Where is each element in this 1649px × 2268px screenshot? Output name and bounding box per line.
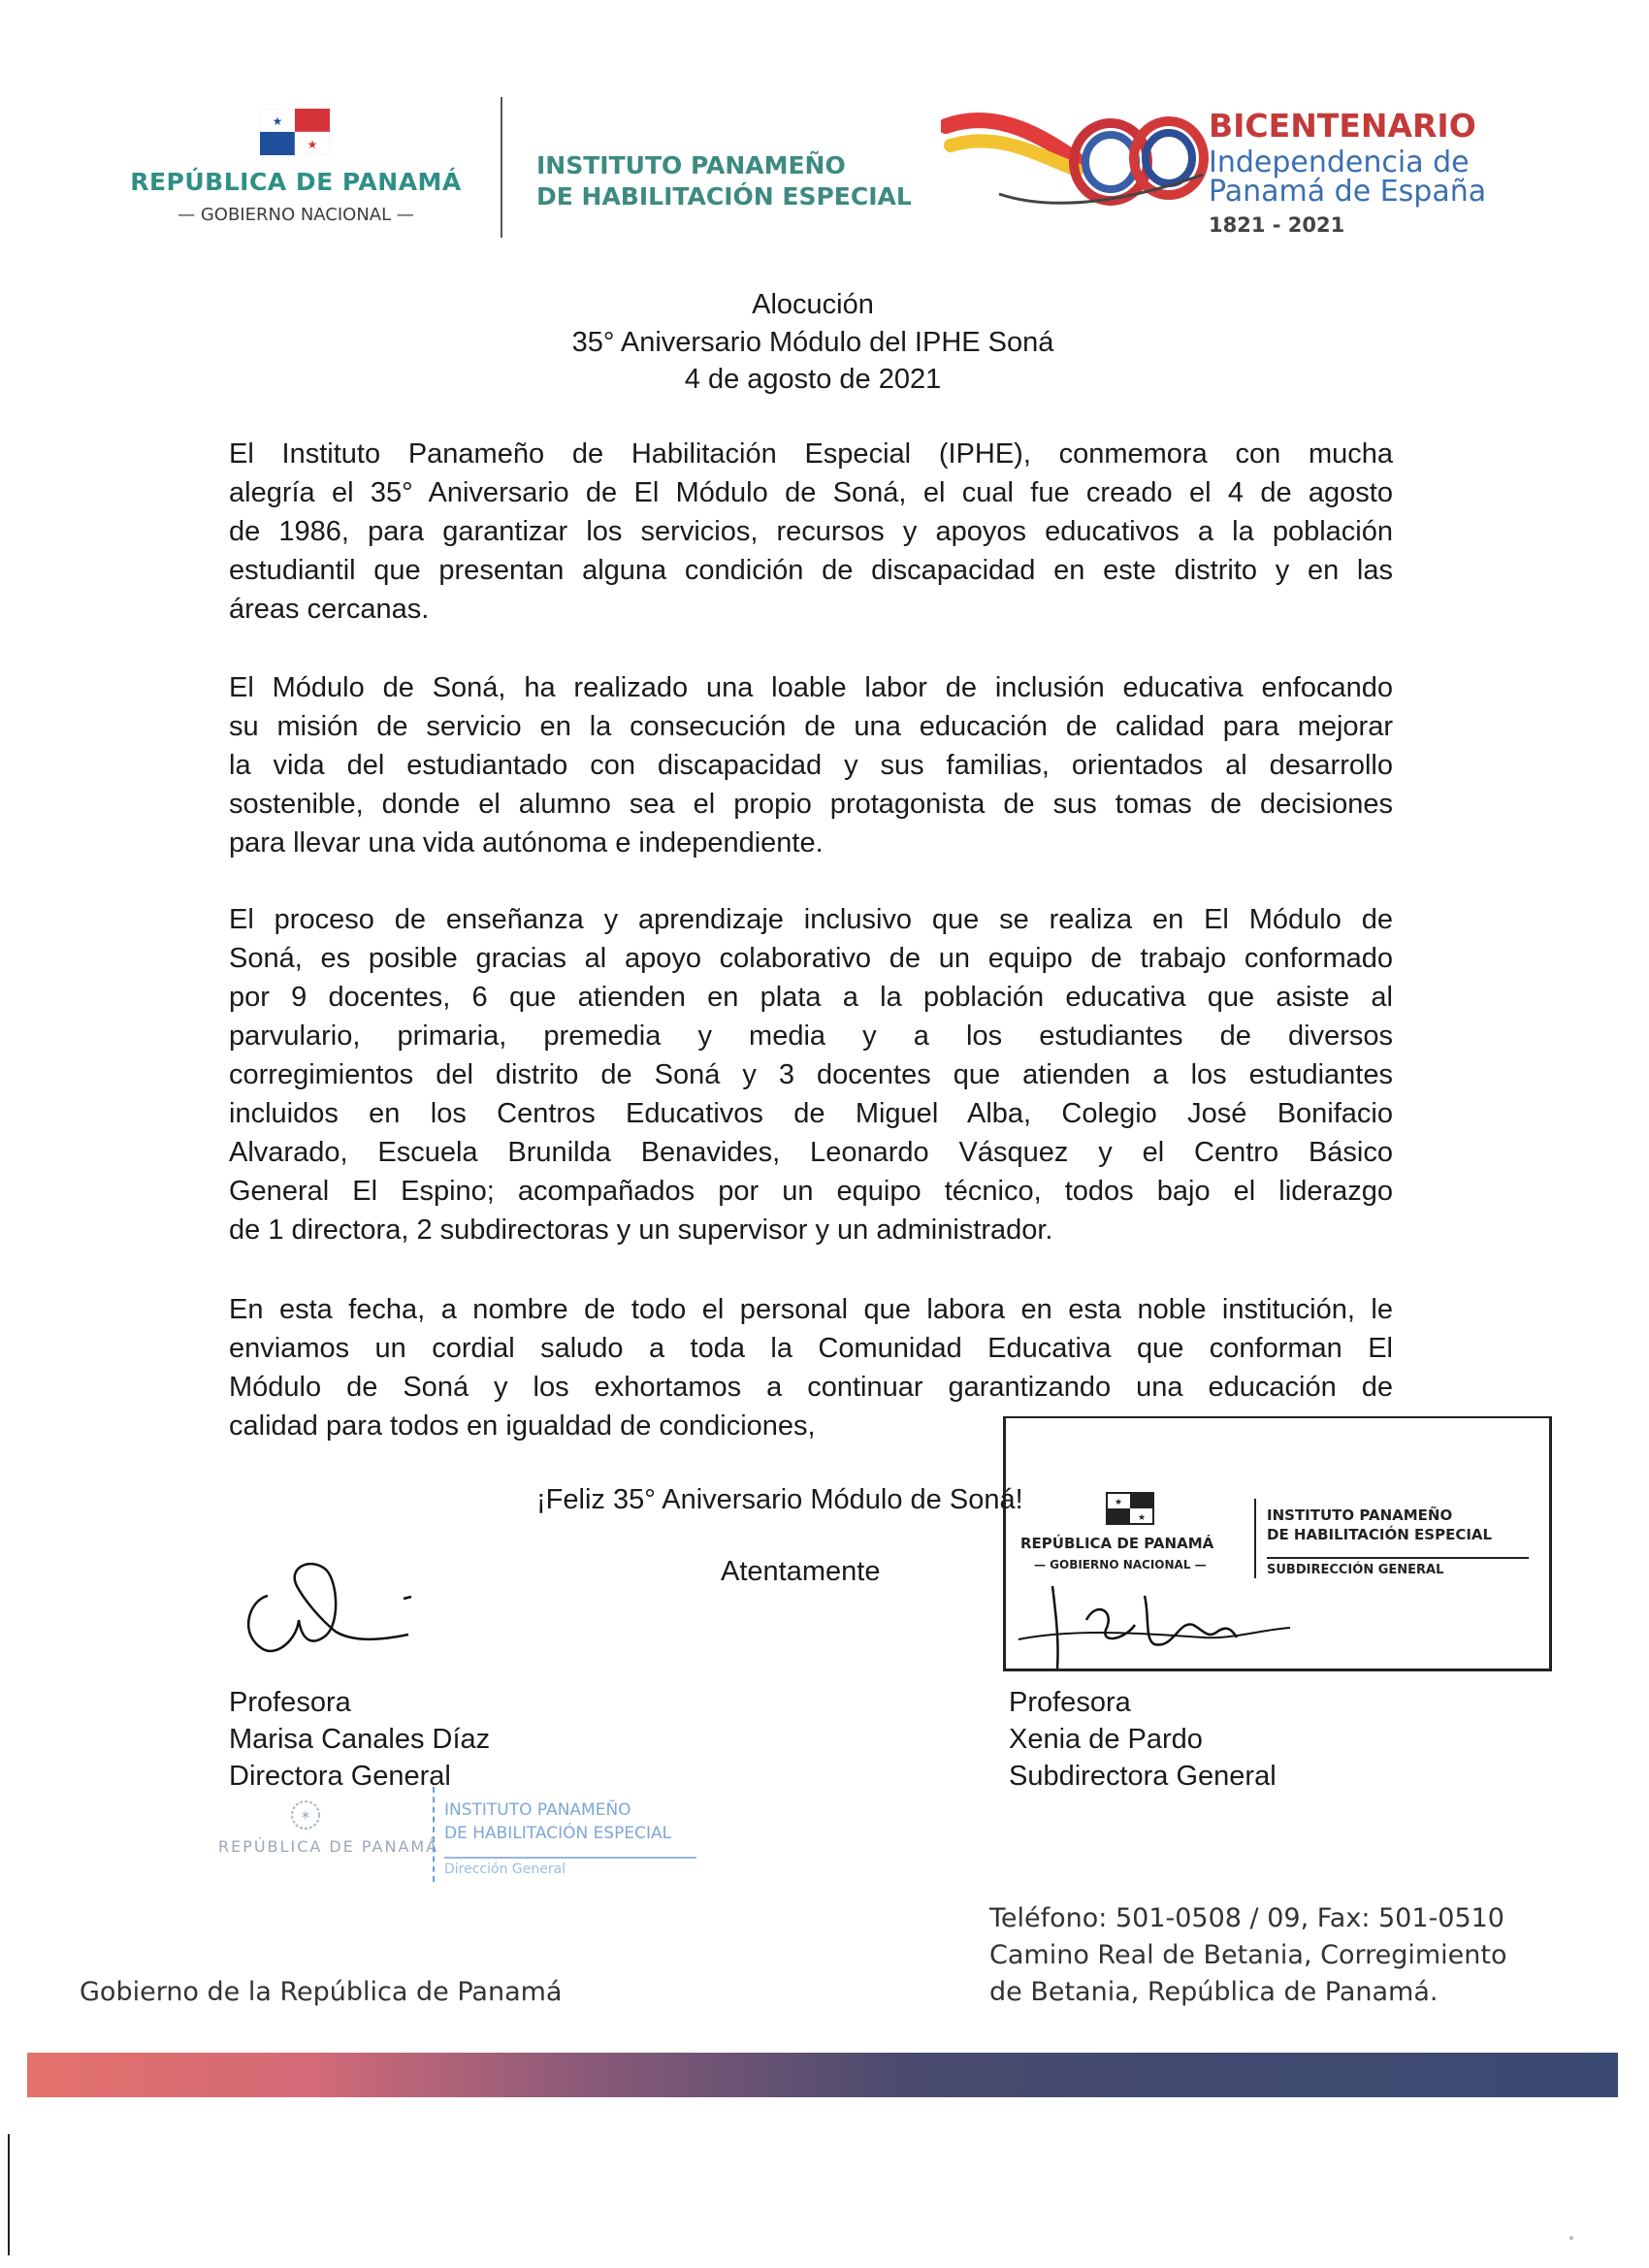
- paragraph-line: áreas cercanas.: [229, 594, 430, 625]
- footer-color-bar: [27, 2053, 1618, 2097]
- paragraph-line: parvulario, primaria, premedia y media y a los estudiantes de diversos: [229, 1021, 1393, 1052]
- doc-subtitle: 35° Aniversario Módulo del IPHE Soná: [571, 327, 1054, 358]
- scan-dot: [1569, 2236, 1573, 2240]
- stamp-divider: [1254, 1499, 1256, 1578]
- panama-flag-icon: [260, 109, 330, 155]
- paragraph-line: sostenible, donde el alumno sea el propio protagonista de sus tomas de decisiones: [229, 789, 1393, 820]
- scan-edge-line: [8, 2134, 10, 2255]
- header-divider: [501, 97, 502, 238]
- paragraph-line: El Instituto Panameño de Habilitación Especial (IPHE), conmemora con mucha: [229, 438, 1393, 470]
- stamp-government: — GOBIERNO NACIONAL —: [1034, 1558, 1207, 1571]
- signature-right-title: Profesora: [1009, 1687, 1131, 1718]
- doc-date: 4 de agosto de 2021: [684, 364, 942, 395]
- stamp-office: SUBDIRECCIÓN GENERAL: [1267, 1557, 1529, 1577]
- paragraph-line: alegría el 35° Aniversario de El Módulo de Soná, el cual fue creado el 4 de agosto: [229, 477, 1393, 508]
- svg-text:★: ★: [272, 114, 283, 128]
- paragraph-line: estudiantil que presentan alguna condición de discapacidad en este distrito y en las: [229, 555, 1393, 586]
- signature-right-role: Subdirectora General: [1009, 1761, 1277, 1792]
- bicentenario-ribbon-logo: [941, 102, 1212, 218]
- svg-text:★: ★: [307, 138, 318, 151]
- paragraph-line: su misión de servicio en la consecución de una educación de calidad para mejorar: [229, 711, 1393, 742]
- footer-phone: Teléfono: 501-0508 / 09, Fax: 501-0510: [989, 1903, 1504, 1933]
- institute-name-line1: INSTITUTO PANAMEÑO: [536, 151, 846, 179]
- faint-stamp-institute-line2: DE HABILITACIÓN ESPECIAL: [444, 1824, 672, 1843]
- paragraph-line: El proceso de enseñanza y aprendizaje inclusivo que se realiza en El Módulo de: [229, 904, 1393, 935]
- paragraph-line: incluidos en los Centros Educativos de Miguel Alba, Colegio José Bonifacio: [229, 1098, 1393, 1129]
- signature-left-name: Marisa Canales Díaz: [229, 1724, 491, 1755]
- paragraph-line: por 9 docentes, 6 que atienden en plata a la población educativa que asiste al: [229, 982, 1393, 1013]
- faint-emblem-icon: [281, 1797, 330, 1833]
- paragraph-3: [229, 900, 1393, 1249]
- paragraph-line: de 1986, para garantizar los servicios, recursos y apoyos educativos a la población: [229, 516, 1393, 547]
- svg-text:★: ★: [1137, 1512, 1147, 1522]
- signature-right-icon: [1009, 1571, 1300, 1678]
- faint-stamp-divider: [433, 1787, 436, 1882]
- republic-title: REPÚBLICA DE PANAMÁ: [130, 168, 462, 196]
- regards: Atentamente: [721, 1556, 881, 1587]
- stamp-institute-line2: DE HABILITACIÓN ESPECIAL: [1267, 1526, 1493, 1543]
- paragraph-line: de 1 directora, 2 subdirectoras y un supervisor y un administrador.: [229, 1215, 1053, 1246]
- paragraph-line: corregimientos del distrito de Soná y 3 docentes que atienden a los estudiantes: [229, 1059, 1393, 1090]
- bicentenario-years: 1821 - 2021: [1209, 213, 1345, 237]
- stamp-republic: REPÚBLICA DE PANAMÁ: [1020, 1535, 1214, 1552]
- signature-right-name: Xenia de Pardo: [1009, 1724, 1203, 1755]
- footer-address-line1: Camino Real de Betania, Corregimiento: [989, 1940, 1507, 1970]
- faint-stamp-republic: REPÚBLICA DE PANAMÁ: [218, 1837, 439, 1856]
- signature-left-role: Directora General: [229, 1761, 451, 1792]
- stamp-flag-icon: [1106, 1492, 1154, 1525]
- faint-stamp-institute-line1: INSTITUTO PANAMEÑO: [444, 1800, 631, 1820]
- stamp-institute-line1: INSTITUTO PANAMEÑO: [1267, 1507, 1453, 1524]
- government-subtitle: — GOBIERNO NACIONAL —: [178, 205, 414, 225]
- faint-stamp-office: Dirección General: [444, 1857, 696, 1877]
- paragraph-line: para llevar una vida autónoma e independiente.: [229, 827, 824, 859]
- paragraph-1: [229, 435, 1393, 629]
- bicentenario-title: BICENTENARIO: [1209, 107, 1476, 145]
- svg-text:★: ★: [1114, 1497, 1123, 1507]
- signature-left-title: Profesora: [229, 1687, 351, 1718]
- paragraph-line: Soná, es posible gracias al apoyo colaborativo de un equipo de trabajo conformado: [229, 943, 1393, 974]
- svg-text:✶: ✶: [300, 1807, 311, 1823]
- footer-address-line2: de Betania, República de Panamá.: [989, 1977, 1439, 2007]
- footer-government: Gobierno de la República de Panamá: [80, 1977, 563, 2007]
- paragraph-2: [229, 668, 1393, 862]
- signature-left-icon: [229, 1542, 423, 1669]
- signature-right: [1009, 1684, 1277, 1795]
- paragraph-line: Alvarado, Escuela Brunilda Benavides, Leonardo Vásquez y el Centro Básico: [229, 1137, 1393, 1168]
- paragraph-line: la vida del estudiantado con discapacidad y sus familias, orientados al desarrollo: [229, 750, 1393, 781]
- paragraph-line: En esta fecha, a nombre de todo el personal que labora en esta noble institución, le: [229, 1294, 1393, 1325]
- bicentenario-line2: Panamá de España: [1209, 175, 1487, 209]
- paragraph-line: Módulo de Soná y los exhortamos a continuar garantizando una educación de: [229, 1372, 1393, 1403]
- paragraph-line: enviamos un cordial saludo a toda la Comunidad Educativa que conforman El: [229, 1333, 1393, 1364]
- bicentenario-line1: Independencia de: [1209, 146, 1470, 179]
- doc-title: Alocución: [752, 289, 874, 320]
- closing-greeting: ¡Feliz 35° Aniversario Módulo de Soná!: [536, 1484, 1023, 1515]
- signature-left: [229, 1684, 490, 1795]
- paragraph-line: calidad para todos en igualdad de condiciones,: [229, 1410, 816, 1442]
- paragraph-line: General El Espino; acompañados por un equipo técnico, todos bajo el liderazgo: [229, 1176, 1393, 1207]
- institute-name-line2: DE HABILITACIÓN ESPECIAL: [536, 182, 912, 211]
- paragraph-line: El Módulo de Soná, ha realizado una loable labor de inclusión educativa enfocando: [229, 672, 1393, 703]
